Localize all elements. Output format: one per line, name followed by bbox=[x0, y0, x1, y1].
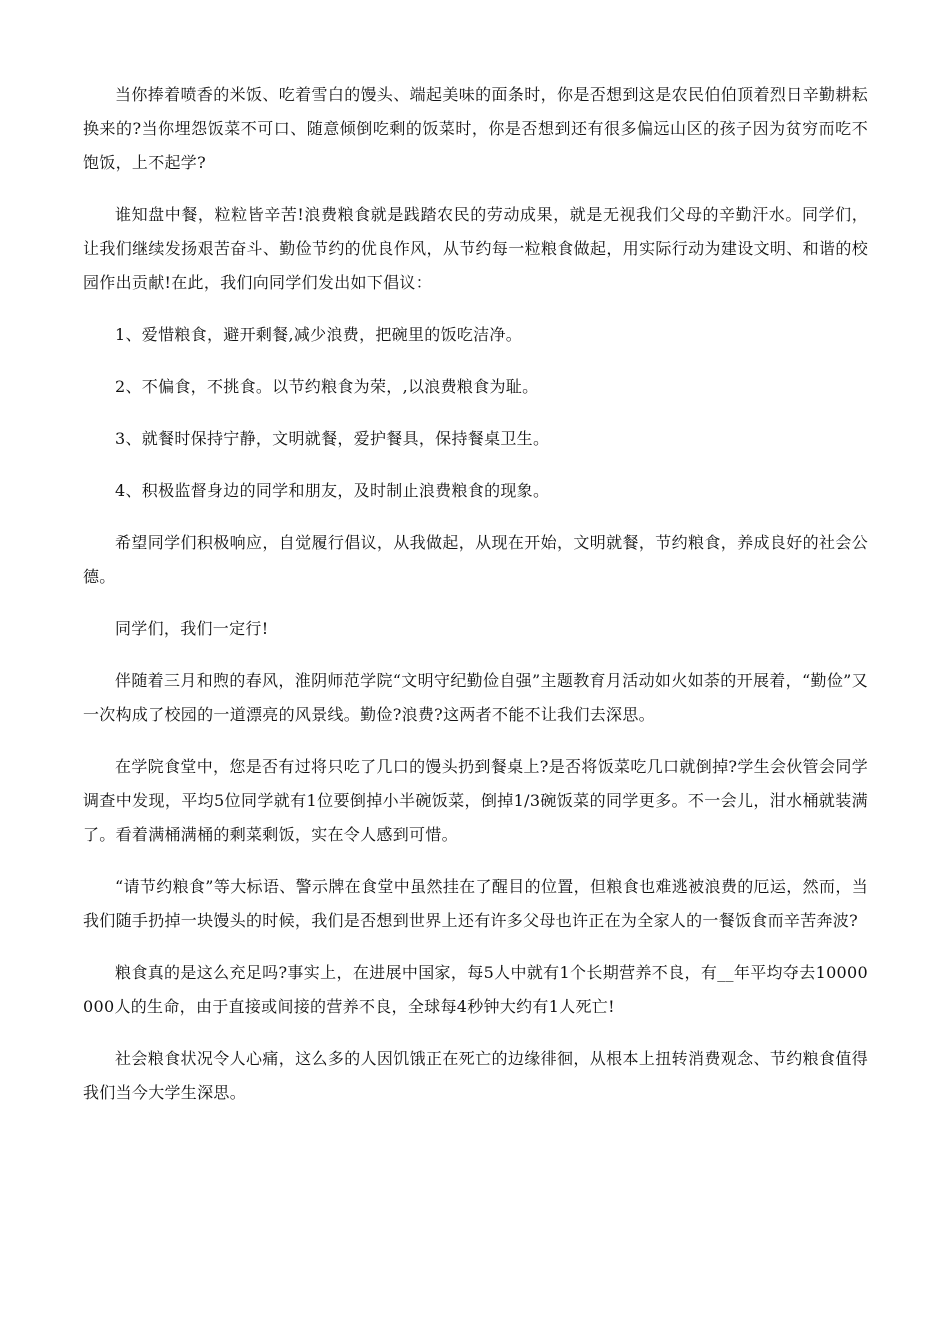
list-item: 1、爱惜粮食，避开剩餐,减少浪费，把碗里的饭吃洁净。 bbox=[115, 325, 523, 344]
paragraph: 谁知盘中餐，粒粒皆辛苦!浪费粮食就是践踏农民的劳动成果，就是无视我们父母的辛勤汗水。同学们，让我们继续发扬艰苦奋斗、勤俭节约的优良作风，从节约每一粒粮食做起，用实际行动为建设文明、和谐的校园作出贡献!在此，我们向同学们发出如下倡议： bbox=[83, 205, 868, 292]
list-item: 3、就餐时保持宁静，文明就餐，爱护餐具，保持餐桌卫生。 bbox=[115, 429, 550, 448]
paragraph: 在学院食堂中，您是否有过将只吃了几口的馒头扔到餐桌上?是否将饭菜吃几口就倒掉?学生会伙管会同学调查中发现，平均5位同学就有1位要倒掉小半碗饭菜，倒掉1/3碗饭菜的同学更多。不一会儿，泔水桶就装满了。看着满桶满桶的剩菜剩饭，实在令人感到可惜。 bbox=[83, 757, 868, 844]
paragraph: 同学们，我们一定行! bbox=[115, 619, 269, 638]
paragraph: 希望同学们积极响应，自觉履行倡议，从我做起，从现在开始，文明就餐，节约粮食，养成良好的社会公德。 bbox=[83, 533, 868, 586]
list-item: 2、不偏食，不挑食。以节约粮食为荣，,以浪费粮食为耻。 bbox=[115, 377, 539, 396]
paragraph: 当你捧着喷香的米饭、吃着雪白的馒头、端起美味的面条时，你是否想到这是农民伯伯顶着烈日辛勤耕耘换来的?当你埋怨饭菜不可口、随意倾倒吃剩的饭菜时，你是否想到还有很多偏远山区的孩子因为贫穷而吃不饱饭，上不起学? bbox=[83, 85, 868, 172]
paragraph: 社会粮食状况令人心痛，这么多的人因饥饿正在死亡的边缘徘徊，从根本上扭转消费观念、节约粮食值得我们当今大学生深思。 bbox=[83, 1049, 868, 1102]
paragraph: 粮食真的是这么充足吗?事实上，在进展中国家，每5人中就有1个长期营养不良，有__年平均夺去10000000人的生命，由于直接或间接的营养不良，全球每4秒钟大约有1人死亡! bbox=[83, 963, 868, 1016]
list-item: 4、积极监督身边的同学和朋友，及时制止浪费粮食的现象。 bbox=[115, 481, 550, 500]
paragraph: “请节约粮食”等大标语、警示牌在食堂中虽然挂在了醒目的位置，但粮食也难逃被浪费的厄运，然而，当我们随手扔掉一块馒头的时候，我们是否想到世界上还有许多父母也许正在为全家人的一餐饭食而辛苦奔波? bbox=[83, 877, 868, 930]
paragraph: 伴随着三月和煦的春风，淮阴师范学院“文明守纪勤俭自强”主题教育月活动如火如荼的开展着，“勤俭”又一次构成了校园的一道漂亮的风景线。勤俭?浪费?这两者不能不让我们去深思。 bbox=[83, 671, 868, 724]
document-body bbox=[83, 78, 868, 1128]
